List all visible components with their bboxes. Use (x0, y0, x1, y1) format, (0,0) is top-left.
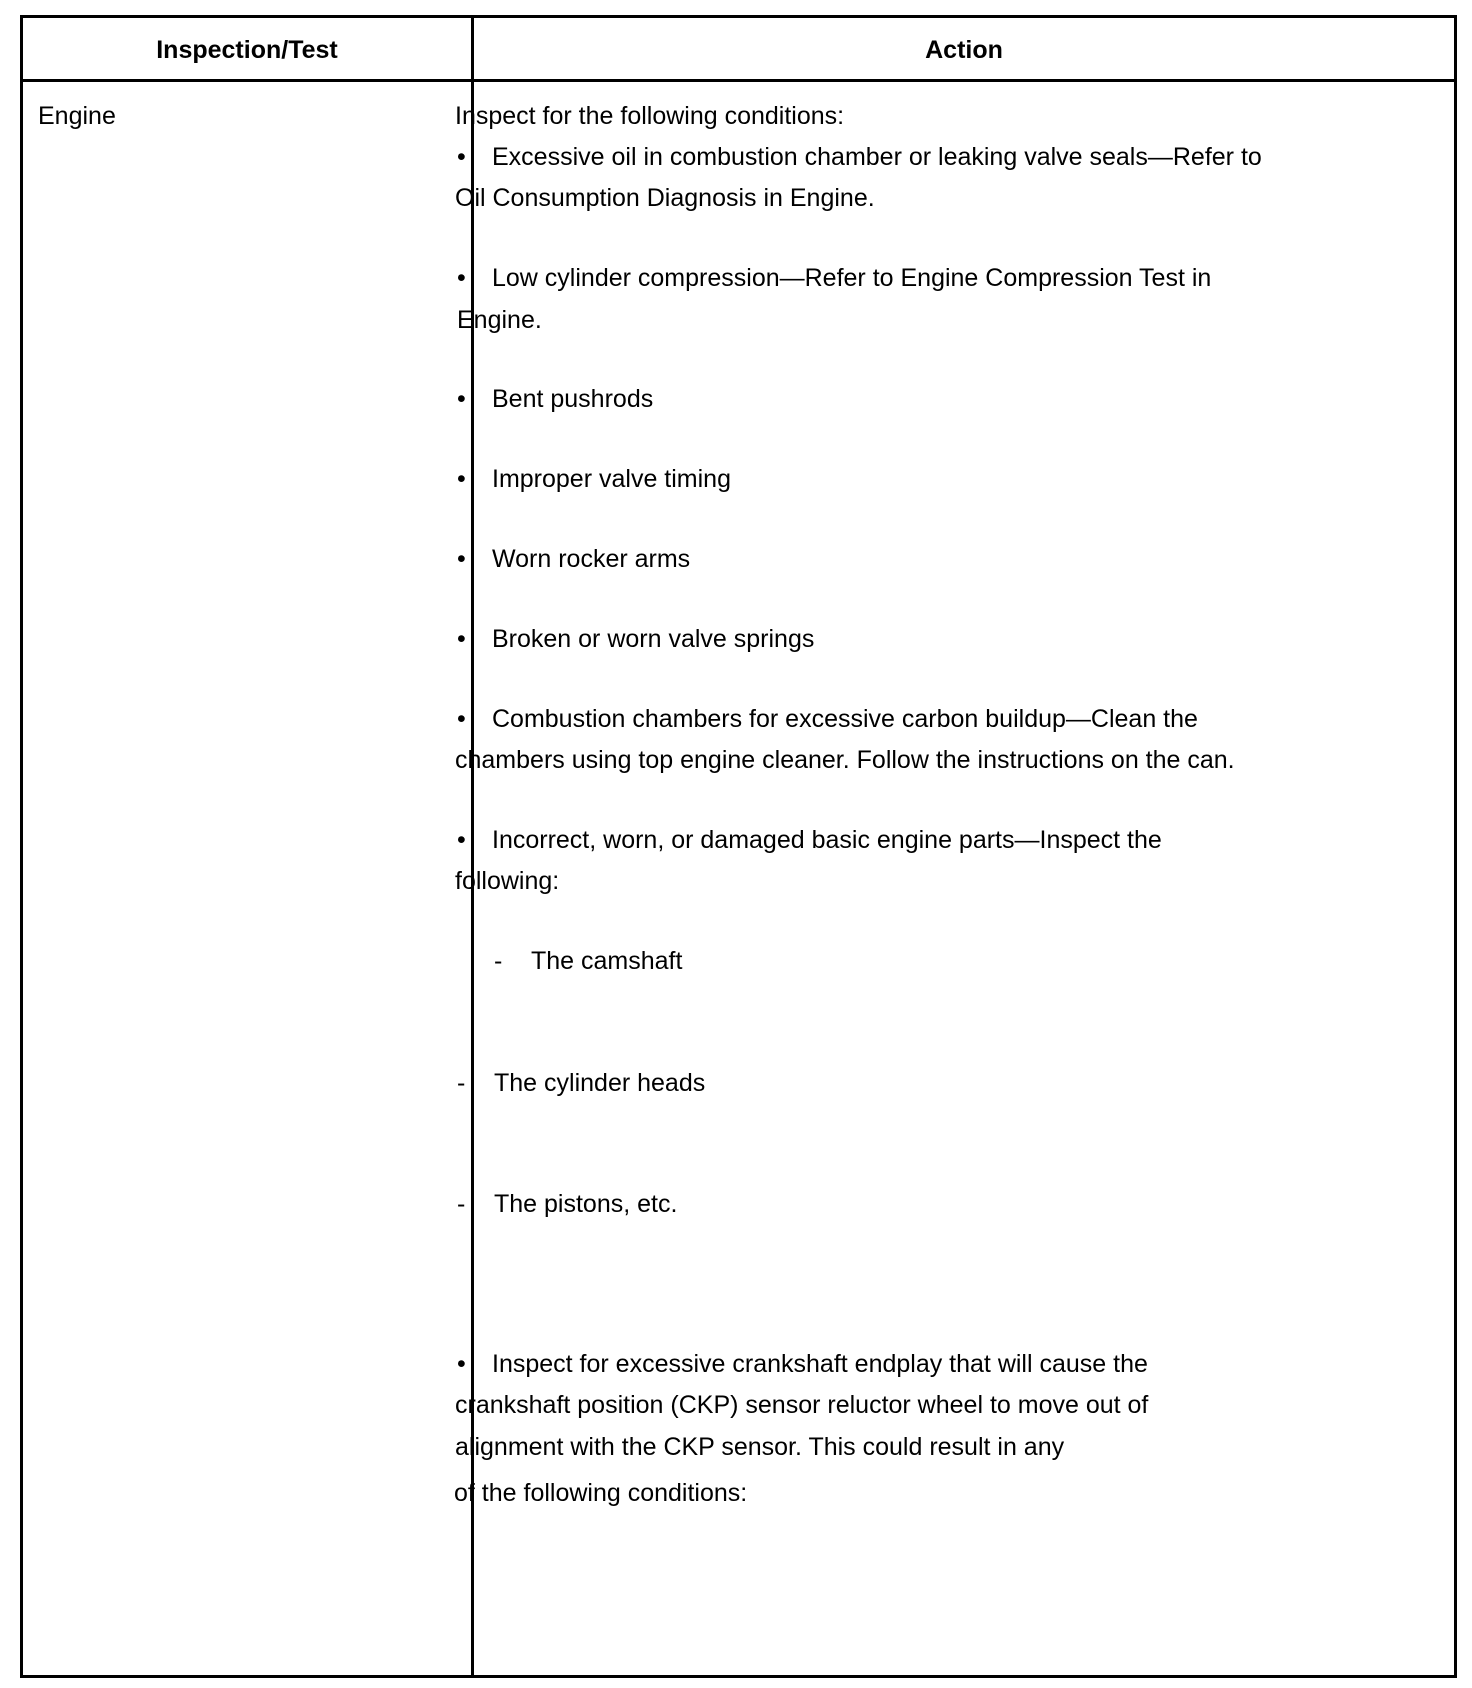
inspection-table (20, 15, 1457, 1678)
bullet-marker: • (457, 143, 466, 171)
dash-marker: - (457, 1190, 466, 1218)
list-item-line: Oil Consumption Diagnosis in Engine. (455, 184, 875, 212)
header-inspection-test: Inspection/Test (156, 36, 338, 64)
list-item-line: following: (455, 867, 560, 895)
list-item-line: Low cylinder compression—Refer to Engine Compression Test in (492, 264, 1212, 292)
bullet-marker: • (457, 826, 466, 854)
inspection-cell-engine: Engine (38, 102, 116, 130)
list-item-line: of the following conditions: (454, 1479, 748, 1507)
list-item-line: Worn rocker arms (492, 545, 691, 573)
list-item-line: Excessive oil in combustion chamber or leaking valve seals—Refer to (492, 143, 1262, 171)
list-item-line: Bent pushrods (492, 385, 654, 413)
sub-list-item: The camshaft (531, 947, 683, 975)
bullet-marker: • (457, 545, 466, 573)
list-item-line: alignment with the CKP sensor. This could result in any (455, 1433, 1065, 1461)
list-item-line: Inspect for excessive crankshaft endplay that will cause the (492, 1350, 1148, 1378)
header-action: Action (925, 36, 1003, 64)
dash-marker: - (494, 947, 503, 975)
list-item-line: chambers using top engine cleaner. Follow the instructions on the can. (455, 746, 1235, 774)
bullet-marker: • (457, 264, 466, 292)
list-item-line: Combustion chambers for excessive carbon buildup—Clean the (492, 705, 1198, 733)
list-item-line: Incorrect, worn, or damaged basic engine parts—Inspect the (492, 826, 1162, 854)
sub-list-item: The cylinder heads (494, 1069, 706, 1097)
list-item-line: Engine. (457, 306, 542, 334)
bullet-marker: • (457, 1350, 466, 1378)
list-item-line: crankshaft position (CKP) sensor reluctor wheel to move out of (455, 1391, 1149, 1419)
bullet-marker: • (457, 705, 466, 733)
list-item-line: Broken or worn valve springs (492, 625, 815, 653)
bullet-marker: • (457, 625, 466, 653)
action-intro: Inspect for the following conditions: (455, 102, 845, 130)
sub-list-item: The pistons, etc. (494, 1190, 678, 1218)
bullet-marker: • (457, 385, 466, 413)
table-header-row (23, 18, 1454, 82)
list-item-line: Improper valve timing (492, 465, 731, 493)
dash-marker: - (457, 1069, 466, 1097)
bullet-marker: • (457, 465, 466, 493)
